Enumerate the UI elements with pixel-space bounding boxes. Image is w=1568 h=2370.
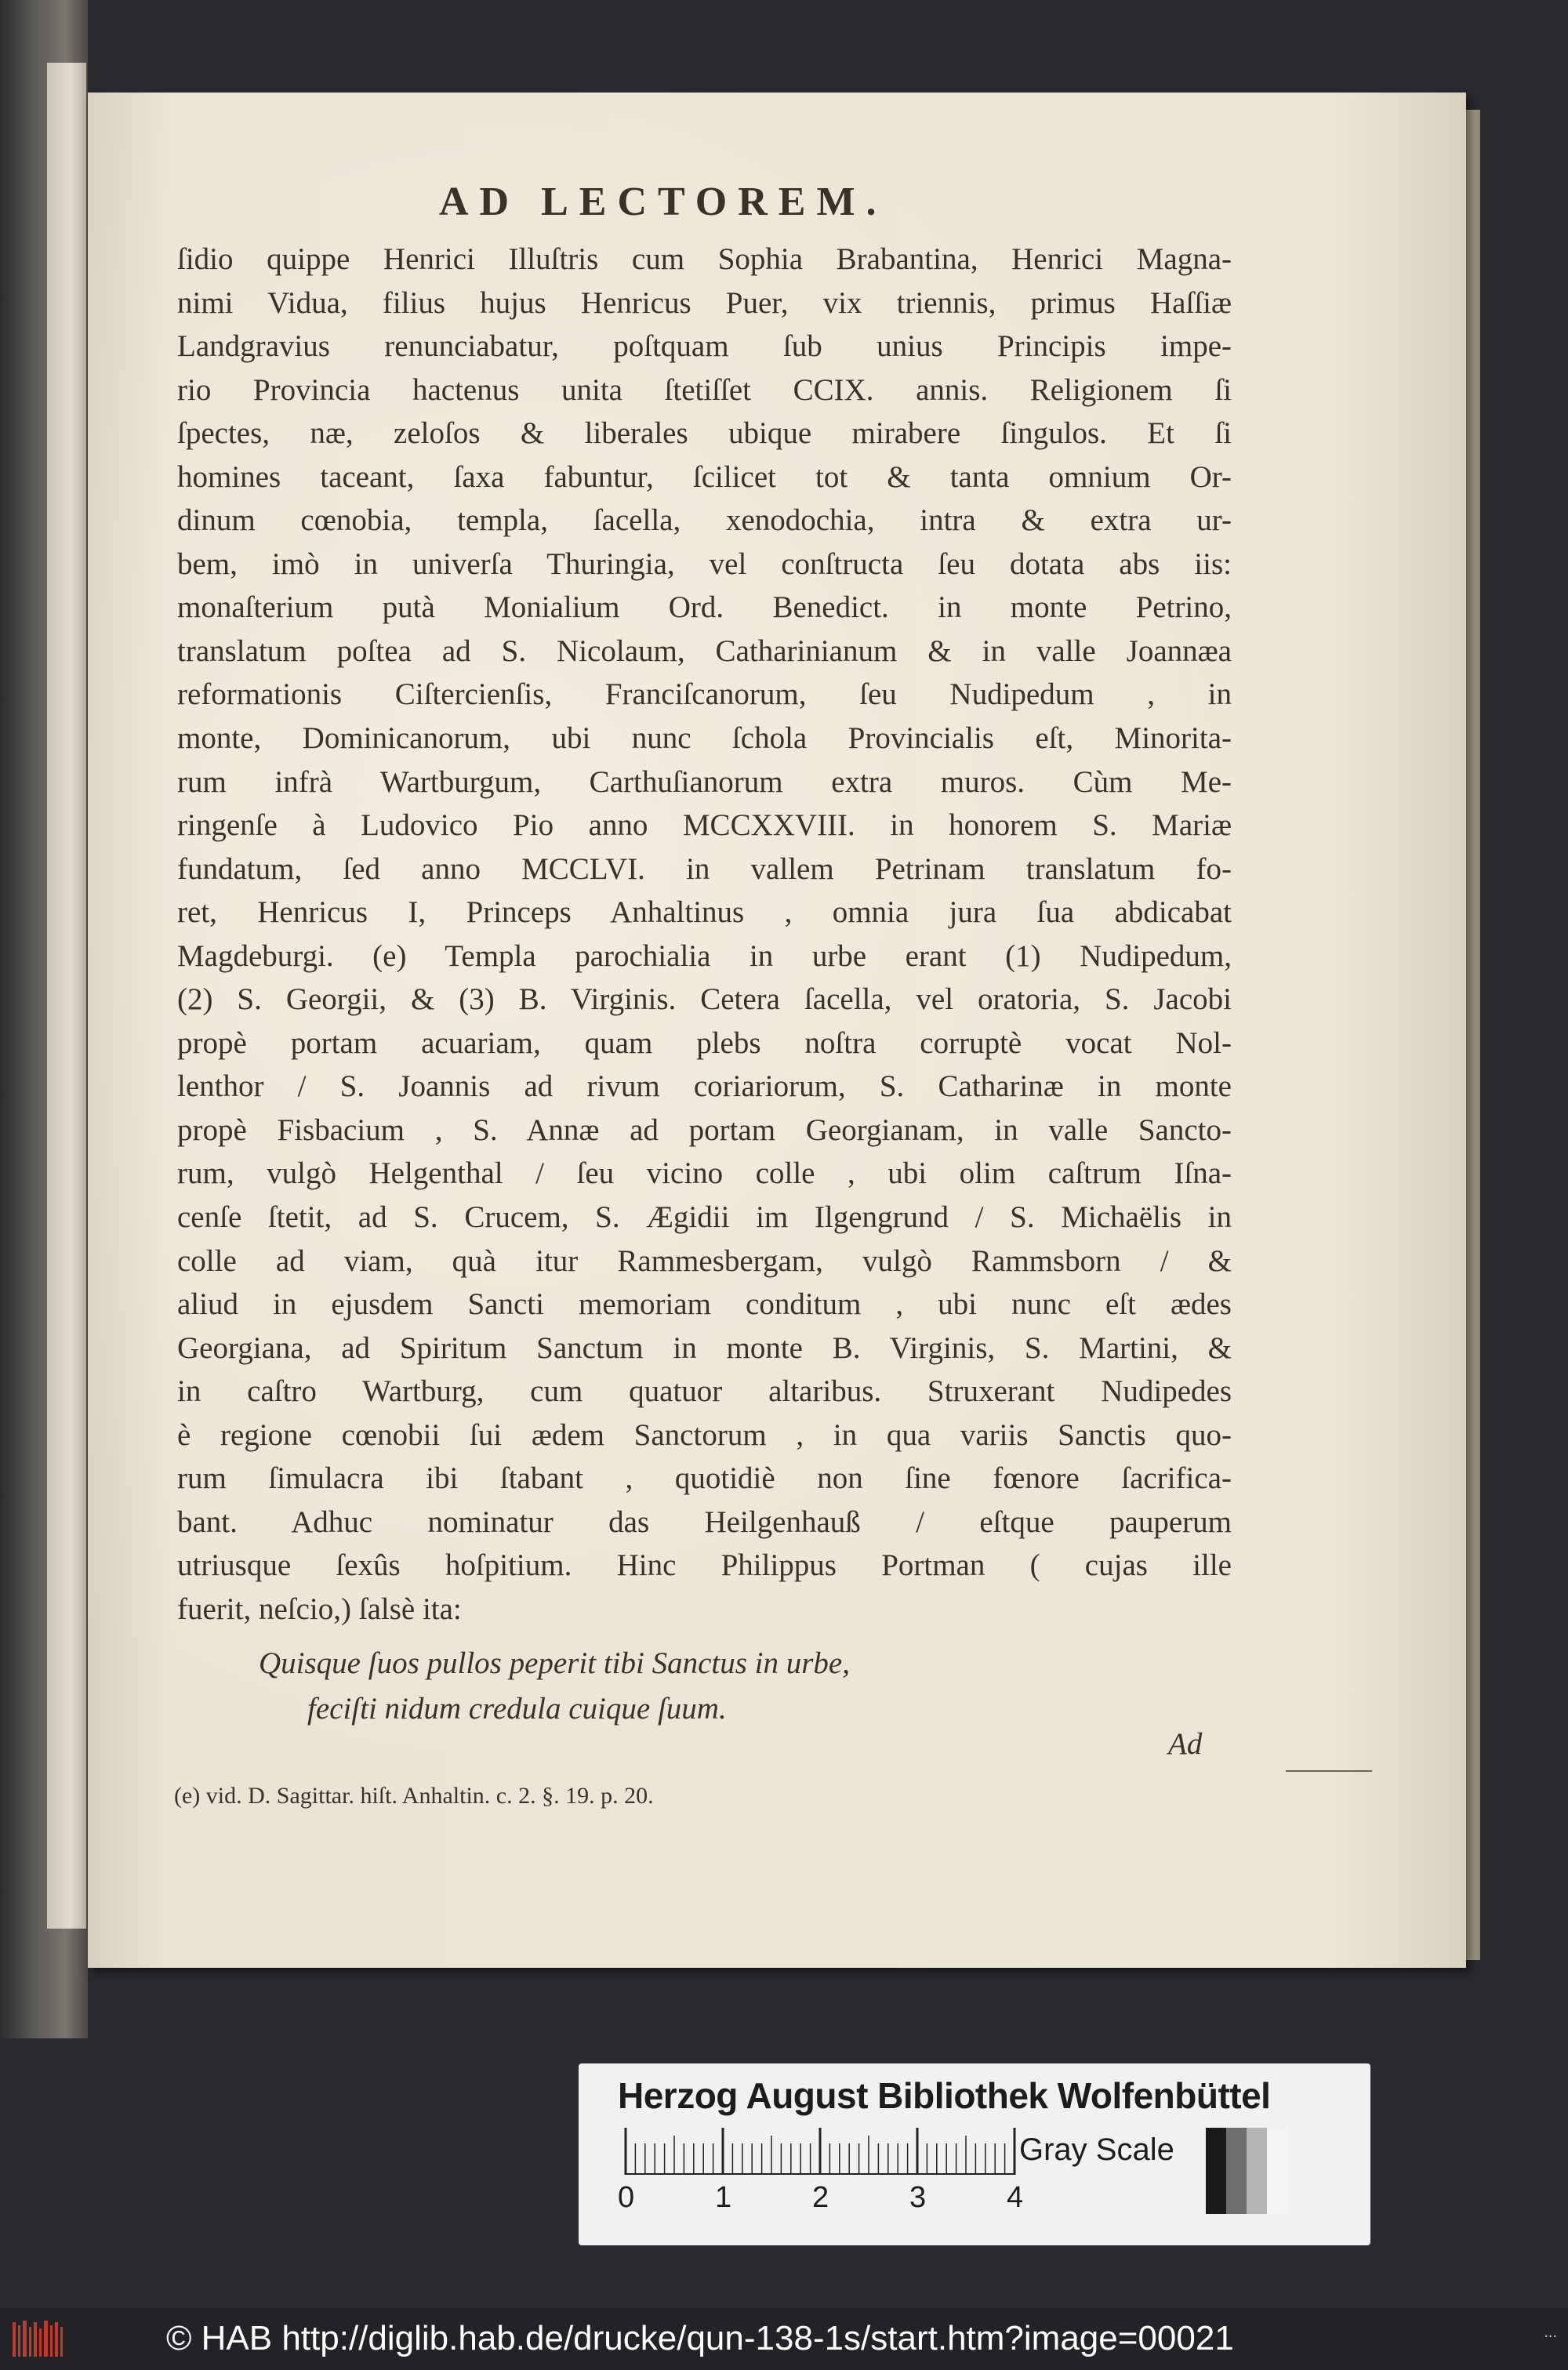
text-line: dinum cœnobia, templa, ſacella, xenodochia, intra & extra ur- — [177, 503, 1232, 538]
gray-swatch — [1247, 2128, 1269, 2214]
text-line: in caſtro Wartburg, cum quatuor altaribus. Struxerant Nudipedes — [177, 1374, 1232, 1409]
ruler-numbers — [613, 2181, 1052, 2220]
ruler-number: 0 — [618, 2181, 635, 2214]
library-name: Herzog August Bibliothek Wolfenbüttel — [618, 2075, 1271, 2116]
text-line: monaſterium putà Monialium Ord. Benedict. in monte Petrino, — [177, 590, 1232, 625]
verse-line: Quisque ſuos pullos peperit tibi Sanctus in urbe, — [259, 1646, 850, 1680]
color-target-card — [579, 2063, 1370, 2245]
text-line: bant. Adhuc nominatur das Heilgenhauß / eſtque pauperum — [177, 1504, 1232, 1539]
footer-copyright-url[interactable]: © HAB http://diglib.hab.de/drucke/qun-138-1s/start.htm?image=00021 — [166, 2319, 1234, 2357]
text-line: rum infrà Wartburgum, Carthuſianorum extra muros. Cùm Me- — [177, 764, 1232, 799]
text-line: bem, imò in univerſa Thuringia, vel conſtructa ſeu dotata abs iis: — [177, 546, 1232, 581]
verse-block — [259, 1641, 850, 1732]
text-line: ringenſe à Ludovico Pio anno MCCXXVIII. in honorem S. Mariæ — [177, 808, 1232, 843]
footer-bar — [0, 2308, 1568, 2370]
barcode-logo-icon — [9, 2317, 66, 2361]
ruler-number: 4 — [1007, 2181, 1024, 2214]
page-edge — [1465, 110, 1480, 1960]
footnote-rule — [1286, 1770, 1372, 1772]
footer-dots: ... — [1544, 2324, 1557, 2341]
text-line: utriusque ſexûs hoſpitium. Hinc Philippus Portman ( cujas ille — [177, 1548, 1232, 1583]
body-text — [177, 238, 1232, 1631]
text-line: nimi Vidua, filius hujus Henricus Puer, vix triennis, primus Haſſiæ — [177, 285, 1232, 320]
verse-line: feciſti nidum credula cuique ſuum. — [307, 1692, 727, 1726]
text-line: è regione cœnobii ſui ædem Sanctorum , in qua variis Sanctis quo- — [177, 1417, 1232, 1452]
ruler-number: 1 — [715, 2181, 732, 2214]
preceding-page-edge — [47, 63, 86, 1929]
text-line: aliud in ejusdem Sancti memoriam conditum , ubi nunc eſt ædes — [177, 1287, 1232, 1322]
text-line: colle ad viam, quà itur Rammesbergam, vulgò Rammsborn / & — [177, 1243, 1232, 1278]
text-line: Georgiana, ad Spiritum Sanctum in monte B. Virginis, S. Martini, & — [177, 1330, 1232, 1365]
text-line: cenſe ſtetit, ad S. Crucem, S. Ægidii im Ilgengrund / S. Michaëlis in — [177, 1200, 1232, 1235]
text-line: rum ſimulacra ibi ſtabant , quotidiè non ſine fœnore ſacrifica- — [177, 1461, 1232, 1496]
gray-swatch — [1206, 2128, 1228, 2214]
gray-scale-label: Gray Scale — [1019, 2132, 1174, 2167]
page-header: AD LECTOREM. — [439, 180, 887, 224]
text-line: lenthor / S. Joannis ad rivum coriariorum, S. Catharinæ in monte — [177, 1069, 1232, 1104]
gray-swatch — [1267, 2128, 1289, 2214]
text-line: rio Provincia hactenus unita ſtetiſſet CCIX. annis. Religionem ſi — [177, 372, 1232, 407]
catchword: Ad — [1168, 1727, 1203, 1761]
text-line: propè Fisbacium , S. Annæ ad portam Georgianam, in valle Sancto- — [177, 1112, 1232, 1147]
text-line: Magdeburgi. (e) Templa parochialia in urbe erant (1) Nudipedum, — [177, 938, 1232, 973]
scale-ruler — [619, 2128, 1027, 2175]
text-line: propè portam acuariam, quam plebs noſtra corruptè vocat Nol- — [177, 1025, 1232, 1060]
text-line: ſidio quippe Henrici Illuſtris cum Sophia Brabantina, Henrici Magna- — [177, 242, 1232, 276]
footnote: (e) vid. D. Sagittar. hiſt. Anhaltin. c. 2. §. 19. p. 20. — [174, 1783, 654, 1809]
text-line: reformationis Ciſtercienſis, Franciſcanorum, ſeu Nudipedum , in — [177, 677, 1232, 712]
text-line: ret, Henricus I, Princeps Anhaltinus , omnia jura ſua abdicabat — [177, 895, 1232, 930]
text-line: homines taceant, ſaxa fabuntur, ſcilicet tot & tanta omnium Or- — [177, 459, 1232, 494]
text-line: translatum poſtea ad S. Nicolaum, Catharinianum & in valle Joannæa — [177, 633, 1232, 668]
text-line: ſpectes, næ, zeloſos & liberales ubique mirabere ſingulos. Et ſi — [177, 416, 1232, 451]
gray-swatch — [1226, 2128, 1248, 2214]
text-line: rum, vulgò Helgenthal / ſeu vicino colle , ubi olim caſtrum Iſna- — [177, 1156, 1232, 1191]
text-line: Landgravius renunciabatur, poſtquam ſub unius Principis impe- — [177, 329, 1232, 364]
ruler-number: 3 — [909, 2181, 927, 2214]
text-line: fundatum, ſed anno MCCLVI. in vallem Petrinam translatum fo- — [177, 851, 1232, 886]
ruler-number: 2 — [812, 2181, 829, 2214]
text-line: fuerit, neſcio,) ſalsè ita: — [177, 1591, 462, 1626]
text-line: (2) S. Georgii, & (3) B. Virginis. Cetera ſacella, vel oratoria, S. Jacobi — [177, 982, 1232, 1017]
text-line: monte, Dominicanorum, ubi nunc ſchola Provincialis eſt, Minorita- — [177, 721, 1232, 756]
